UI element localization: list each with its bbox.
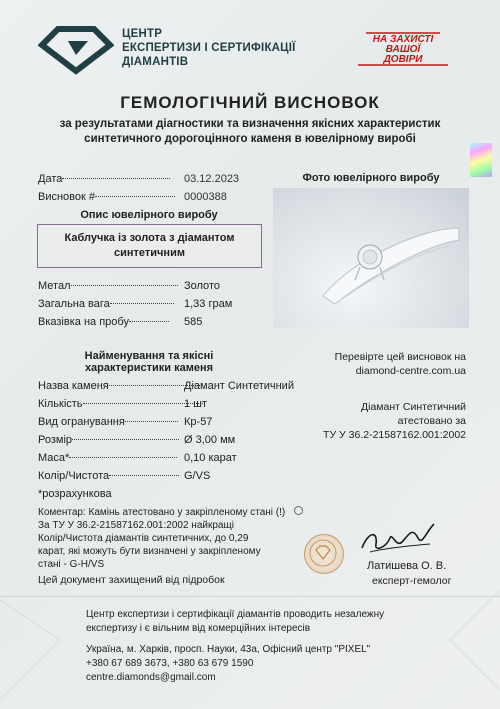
signature bbox=[356, 518, 446, 560]
stamp-line-1: НА ЗАХИСТІ bbox=[372, 34, 434, 45]
mass-footnote: *розрахункова bbox=[38, 488, 112, 500]
comment-line-4: карат, які можуть бути визначені у закріпленому bbox=[38, 546, 261, 557]
email-link[interactable]: centre.diamonds@gmail.com bbox=[86, 672, 216, 683]
weight-row bbox=[38, 297, 174, 312]
description-heading: Опис ювелірного виробу bbox=[80, 209, 218, 221]
number-value: 0000388 bbox=[184, 191, 227, 203]
certified-line-3: ТУ У 36.2-21587162.001:2002 bbox=[323, 429, 466, 441]
stone-row bbox=[38, 451, 177, 466]
color-clarity-value: G/VS bbox=[184, 470, 211, 482]
description-box bbox=[37, 224, 262, 268]
org-line-3: ДІАМАНТІВ bbox=[122, 56, 189, 68]
org-line-2: ЕКСПЕРТИЗИ І СЕРТИФІКАЦІЇ bbox=[122, 42, 296, 54]
protection-note: Цей документ захищений від підробок bbox=[38, 574, 225, 586]
diamond-logo-icon bbox=[38, 25, 114, 75]
hallmark-value: 585 bbox=[184, 316, 203, 328]
size-label: Розмір bbox=[38, 434, 73, 446]
organization-name bbox=[122, 27, 296, 69]
subtitle-line-2: синтетичного дорогоцінного каменя в ювелірному виробі bbox=[84, 133, 416, 145]
certified-line-2: атестовано за bbox=[397, 415, 466, 427]
hologram-sticker bbox=[470, 143, 492, 177]
number-row bbox=[38, 190, 175, 205]
stone-row bbox=[38, 397, 203, 412]
document-subtitle bbox=[0, 117, 500, 147]
metal-value: Золото bbox=[184, 280, 220, 292]
independence-line-1: Центр експертизи і сертифікації діамантів проводить незалежну bbox=[86, 609, 385, 620]
stamp-line-3: ДОВІРИ bbox=[383, 54, 423, 65]
subtitle-line-1: за результатами діагностики та визначення якісних характеристик bbox=[59, 118, 441, 130]
verify-line-1: Перевірте цей висновок на bbox=[334, 351, 466, 363]
document-title: ГЕМОЛОГІЧНИЙ ВИСНОВОК bbox=[120, 93, 380, 112]
stone-row bbox=[38, 379, 202, 394]
address: Україна, м. Харків, просп. Науки, 43а, Офісний центр "PIXEL" bbox=[86, 644, 371, 655]
hallmark-row bbox=[38, 315, 169, 330]
hallmark-label: Вказівка на пробу bbox=[38, 316, 129, 328]
stone-row bbox=[38, 415, 178, 430]
weight-value: 1,33 грам bbox=[184, 298, 233, 310]
phones[interactable]: +380 67 689 3673, +380 63 679 1590 bbox=[86, 658, 254, 669]
gold-seal bbox=[304, 534, 344, 574]
verify-note bbox=[300, 350, 466, 378]
stone-row bbox=[38, 469, 179, 484]
description-text bbox=[38, 231, 261, 261]
metal-label: Метал bbox=[38, 280, 71, 292]
signer-name: Латишева О. В. bbox=[367, 560, 447, 572]
certified-line-1: Діамант Синтетичний bbox=[361, 401, 466, 413]
contacts-block bbox=[86, 643, 426, 685]
number-label: Висновок # bbox=[38, 191, 95, 203]
color-clarity-label: Колір/Чистота bbox=[38, 470, 110, 482]
stone-name-label: Назва каменя bbox=[38, 380, 109, 392]
date-row bbox=[38, 172, 170, 187]
description-line-2: синтетичним bbox=[114, 247, 185, 259]
photo-label: Фото ювелірного виробу bbox=[302, 172, 440, 184]
slogan-stamp bbox=[356, 31, 450, 67]
mass-label: Маса* bbox=[38, 452, 70, 464]
verify-link[interactable]: diamond-centre.com.ua bbox=[355, 365, 466, 377]
divider bbox=[0, 596, 500, 597]
comment-block bbox=[38, 506, 308, 571]
mass-value: 0,10 карат bbox=[184, 452, 237, 464]
comment-line-3: Колір/Чистота діамантів синтетичних, до 0,29 bbox=[38, 533, 249, 544]
size-value: Ø 3,00 мм bbox=[184, 434, 236, 446]
independence-line-2: експертизу і є вільним від комерційних інтересів bbox=[86, 623, 311, 634]
certified-note bbox=[300, 400, 466, 442]
description-line-1: Каблучка із золота з діамантом bbox=[64, 232, 235, 244]
cut-value: Кр-57 bbox=[184, 416, 213, 428]
weight-label: Загальна вага bbox=[38, 298, 110, 310]
comment-line-5: стані - G-H/VS bbox=[38, 559, 105, 570]
stamp-line-2: ВАШОЇ bbox=[385, 44, 421, 55]
date-label: Дата bbox=[38, 173, 63, 185]
stone-heading-line-2: характеристики каменя bbox=[84, 362, 214, 374]
quantity-value: 1 шт bbox=[184, 398, 208, 410]
stone-row bbox=[38, 433, 179, 448]
ring-photo bbox=[273, 188, 469, 328]
org-line-1: ЦЕНТР bbox=[122, 28, 163, 40]
signer-role: експерт-гемолог bbox=[372, 575, 452, 587]
quantity-label: Кількість bbox=[38, 398, 83, 410]
hole-mark bbox=[294, 506, 303, 515]
date-value: 03.12.2023 bbox=[184, 173, 240, 185]
comment-line-2: За ТУ У 36.2-21587162.001:2002 найкращі bbox=[38, 520, 234, 531]
stone-name-value: Діамант Синтетичний bbox=[184, 380, 294, 392]
independence-note bbox=[86, 608, 426, 636]
stone-heading bbox=[38, 350, 260, 374]
cut-label: Вид огранування bbox=[38, 416, 125, 428]
metal-row bbox=[38, 279, 178, 294]
comment-line-1: Коментар: Камінь атестовано у закріпленому стані (!) bbox=[38, 507, 286, 518]
stone-heading-line-1: Найменування та якісні bbox=[84, 350, 214, 362]
